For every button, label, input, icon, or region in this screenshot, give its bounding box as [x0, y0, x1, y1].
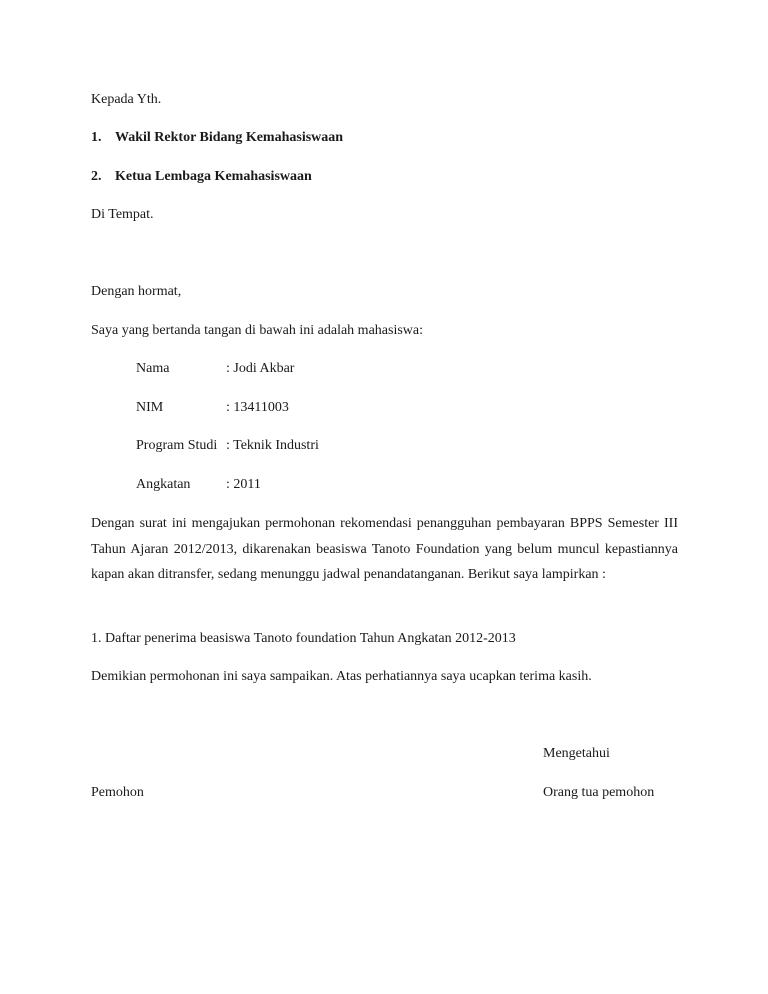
recipient-2: [91, 168, 312, 186]
parent-label: Orang tua pemohon: [543, 785, 655, 800]
recipient-2-number: 2.: [91, 169, 102, 184]
place: Di Tempat.: [91, 207, 154, 222]
field-angkatan: [136, 476, 261, 494]
field-nama: [136, 360, 294, 378]
field-nama-label: Nama: [136, 361, 170, 376]
closing-paragraph: Demikian permohonan ini saya sampaikan. Atas perhatiannya saya ucapkan terima kasih.: [91, 669, 592, 684]
salutation-to: Kepada Yth.: [91, 92, 162, 107]
intro: Saya yang bertanda tangan di bawah ini adalah mahasiswa:: [91, 323, 423, 338]
field-nim: [136, 399, 289, 417]
attachment-item: 1. Daftar penerima beasiswa Tanoto foundation Tahun Angkatan 2012-2013: [91, 631, 516, 646]
field-nim-value: : 13411003: [226, 400, 289, 415]
field-program-studi-label: Program Studi: [136, 438, 218, 453]
field-program-studi-value: : Teknik Industri: [226, 438, 319, 453]
greeting: Dengan hormat,: [91, 284, 182, 299]
recipient-1: [91, 129, 343, 147]
acknowledged-label: Mengetahui: [543, 746, 610, 761]
recipient-1-number: 1.: [91, 130, 102, 145]
field-program-studi: [136, 437, 319, 455]
recipient-1-name: Wakil Rektor Bidang Kemahasiswaan: [115, 130, 344, 145]
field-nim-label: NIM: [136, 400, 164, 415]
applicant-label: Pemohon: [91, 785, 144, 800]
recipient-2-name: Ketua Lembaga Kemahasiswaan: [115, 169, 312, 184]
field-angkatan-label: Angkatan: [136, 477, 191, 492]
field-nama-value: : Jodi Akbar: [226, 361, 295, 376]
field-angkatan-value: : 2011: [226, 477, 261, 492]
body-paragraph: Dengan surat ini mengajukan permohonan rekomendasi penangguhan pembayaran BPPS Semester III Tahun Ajaran 2012/2013, dikarenakan beasiswa Tanoto Foundation yang belum muncul kepastiannya kapan akan ditransfer, sedang menunggu jadwal penandatanganan. Berikut saya lampirkan :: [91, 516, 678, 582]
